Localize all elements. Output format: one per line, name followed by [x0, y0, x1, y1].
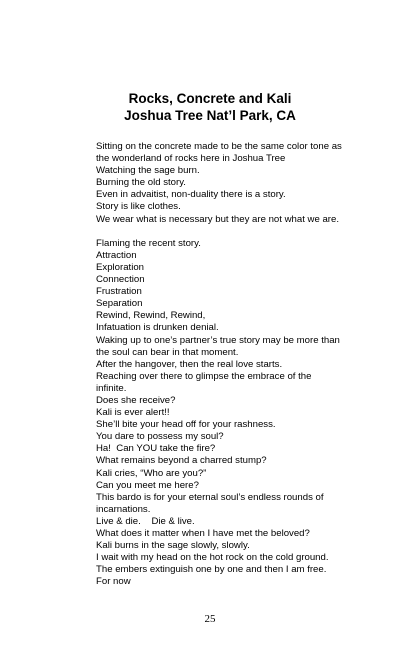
poem-line: She’ll bite your head off for your rashness.	[96, 419, 276, 431]
poem-line: The embers extinguish one by one and then I am free.	[96, 564, 327, 576]
poem-line: Frustration	[96, 286, 142, 298]
poem-line: After the hangover, then the real love starts.	[96, 358, 283, 370]
poem-line: Burning the old story.	[96, 177, 186, 189]
poem-line: Does she receive?	[96, 394, 176, 406]
poem-line: Kali burns in the sage slowly, slowly.	[96, 540, 250, 552]
poem-line: infinite.	[96, 382, 127, 394]
poem-line: Connection	[96, 274, 145, 286]
poem-line: Kali is ever alert!!	[96, 407, 170, 419]
title-line-2: Joshua Tree Nat’l Park, CA	[124, 108, 296, 123]
poem-line: incarnations.	[96, 503, 151, 515]
poem-line: Live & die. Die & live.	[96, 515, 195, 527]
poem-line: This bardo is for your eternal soul’s endless rounds of	[96, 491, 324, 503]
poem-line: I wait with my head on the hot rock on the cold ground.	[96, 552, 329, 564]
poem-line: Even in advaitist, non-duality there is a story.	[96, 189, 286, 201]
poem-line: Kali cries, “Who are you?”	[96, 467, 207, 479]
poem-line: Attraction	[96, 249, 137, 261]
stanza	[96, 238, 396, 589]
poem-title	[0, 90, 420, 124]
poem-line: Flaming the recent story.	[96, 237, 201, 249]
stanza	[96, 141, 396, 226]
page-number: 25	[204, 613, 216, 625]
poem-line: Reaching over there to glimpse the embrace of the	[96, 370, 312, 382]
poem-line: What does it matter when I have met the beloved?	[96, 528, 310, 539]
poem-line: What remains beyond a charred stump?	[96, 455, 267, 467]
poem-line: Waking up to one’s partner’s true story may be more than	[96, 334, 340, 346]
poem-line: For now	[96, 576, 131, 588]
poem-line: Infatuation is drunken denial.	[96, 322, 219, 334]
poem-line: Rewind, Rewind, Rewind,	[96, 310, 206, 322]
poem-line: Separation	[96, 298, 143, 310]
title-line-1: Rocks, Concrete and Kali	[128, 91, 292, 106]
poem-line: We wear what is necessary but they are not what we are.	[96, 213, 339, 225]
poem-line: Ha! Can YOU take the fire?	[96, 443, 216, 455]
poem-line: Exploration	[96, 261, 144, 273]
poem-line: Can you meet me here?	[96, 479, 199, 491]
poem-line: the soul can bear in that moment.	[96, 346, 239, 358]
poem-line: the wonderland of rocks here in Joshua Tree	[96, 153, 286, 165]
poem-line: You dare to possess my soul?	[96, 431, 224, 443]
poem-line: Story is like clothes.	[96, 201, 181, 213]
poem-line: Watching the sage burn.	[96, 165, 200, 177]
poem-body	[96, 141, 396, 588]
poem-line: Sitting on the concrete made to be the same color tone as	[96, 141, 342, 152]
